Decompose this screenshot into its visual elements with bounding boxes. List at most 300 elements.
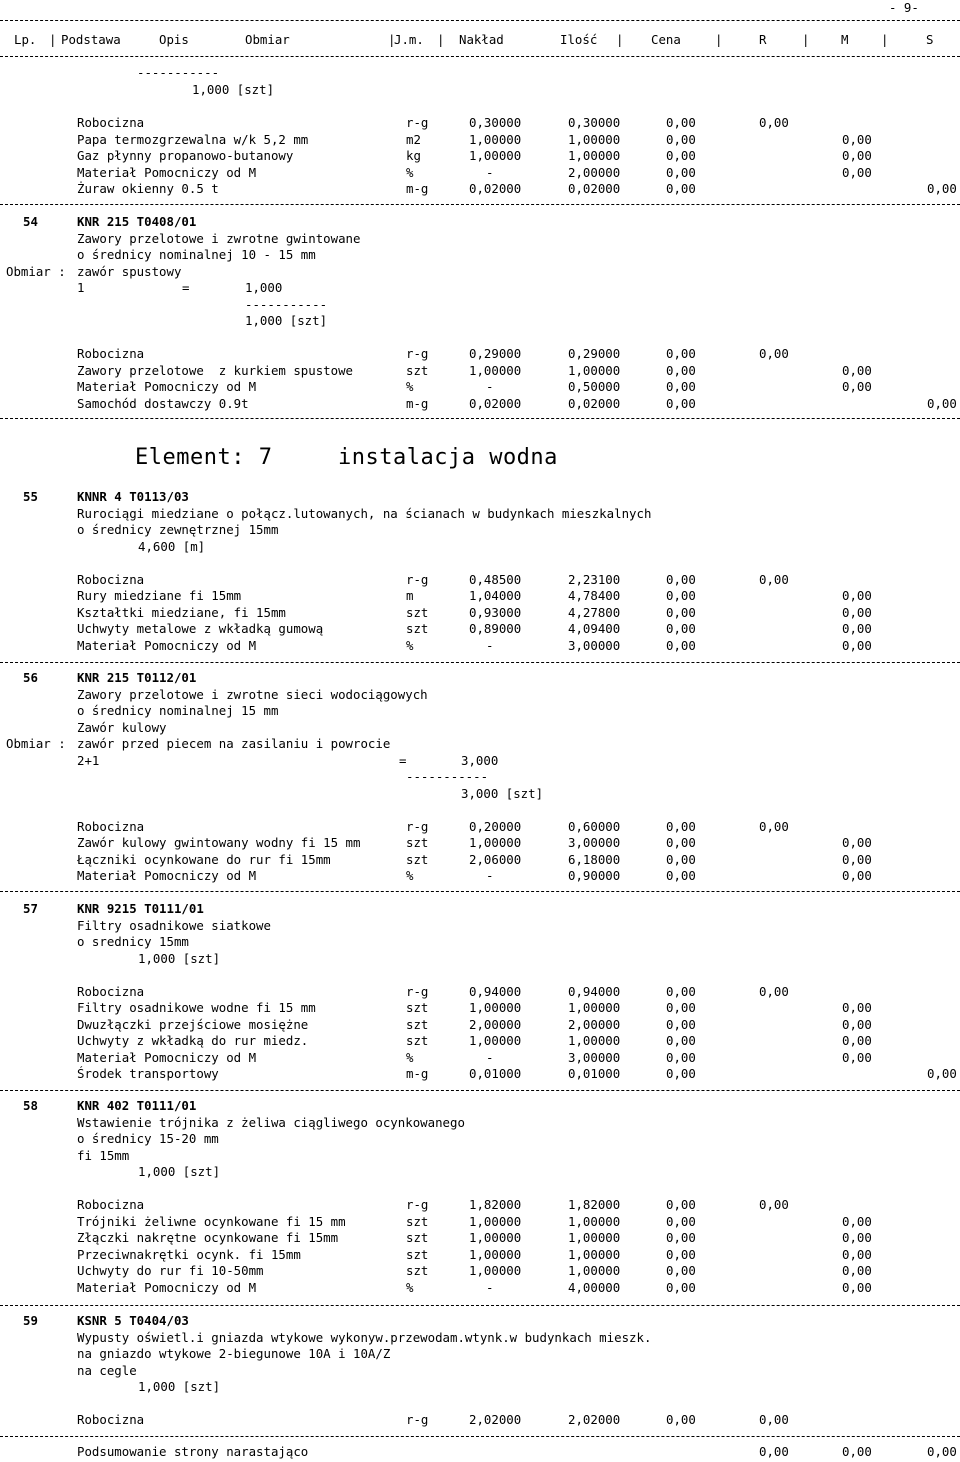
resource-unit: m-g	[406, 181, 429, 196]
resource-quantity: 2,00000	[568, 164, 621, 180]
resource-material-value: 0,00	[842, 604, 872, 620]
resource-name: Materiał Pomocniczy od M	[77, 1049, 257, 1065]
resource-material-value: 0,00	[842, 1033, 872, 1048]
position-description-line	[0, 720, 960, 736]
resource-unit: m	[406, 588, 414, 603]
resource-row	[0, 1033, 960, 1049]
resource-unit: r-g	[406, 346, 429, 361]
resource-unit: r-g	[406, 1412, 429, 1427]
position-description-line	[0, 1363, 960, 1379]
resource-name: Trójniki żeliwne ocynkowane fi 15 mm	[77, 1213, 346, 1229]
resource-name: Kształtki miedziane, fi 15mm	[77, 604, 286, 620]
quantity-sum: 1,000 [szt]	[138, 1379, 221, 1394]
resource-row	[0, 363, 960, 379]
resource-row	[0, 1280, 960, 1296]
position-description: Zawór kulowy	[77, 719, 167, 735]
resource-norm: 0,02000	[469, 395, 522, 411]
resource-unit: r-g	[406, 1197, 429, 1212]
resource-price: 0,00	[666, 395, 696, 411]
column-header	[0, 32, 960, 48]
resource-unit: %	[406, 379, 414, 394]
resource-price: 0,00	[666, 1000, 696, 1015]
resource-quantity: 0,94000	[568, 983, 621, 999]
resource-name: Robocizna	[77, 115, 145, 130]
resource-equipment-value: 0,00	[927, 1066, 957, 1081]
col-lp: Lp.	[14, 32, 37, 47]
position-header	[0, 670, 960, 686]
resource-norm: 1,00000	[469, 1263, 522, 1278]
resource-name: Łączniki ocynkowane do rur fi 15mm	[77, 851, 331, 867]
position-description: Wypusty oświetl.i gniazda wtykowe wykonyw.przewodam.wtynk.w budynkach mieszk.	[77, 1329, 652, 1345]
obmiar-calculation	[0, 753, 960, 769]
separator	[0, 418, 960, 419]
resource-unit: szt	[406, 621, 429, 636]
position-description: o średnicy nominalnej 10 - 15 mm	[77, 247, 316, 262]
resource-norm: 1,00000	[469, 1246, 522, 1262]
resource-unit: m-g	[406, 1066, 429, 1081]
separator	[0, 891, 960, 892]
quantity-sum-row	[0, 786, 960, 802]
col-jm: J.m.	[394, 32, 424, 47]
col-sep: |	[616, 32, 624, 47]
col-sep: |	[49, 32, 57, 47]
position-number: 58	[23, 1098, 38, 1113]
resource-row	[0, 165, 960, 181]
resource-unit: %	[406, 868, 414, 883]
position-description: o średnicy 15-20 mm	[77, 1131, 219, 1146]
position-number: 54	[23, 214, 38, 229]
resource-material-value: 0,00	[842, 131, 872, 147]
resource-row	[0, 852, 960, 868]
position-description: Zawory przelotowe i zwrotne sieci wodociągowych	[77, 686, 428, 702]
resource-price: 0,00	[666, 379, 696, 394]
position-description-line	[0, 703, 960, 719]
resource-quantity: 1,00000	[568, 1263, 621, 1278]
resource-material-value: 0,00	[842, 1049, 872, 1065]
resource-row	[0, 1066, 960, 1082]
resource-labour-value: 0,00	[759, 1412, 789, 1427]
resource-norm: 1,00000	[469, 131, 522, 147]
resource-material-value: 0,00	[842, 362, 872, 378]
resource-name: Robocizna	[77, 983, 145, 999]
resource-row	[0, 1000, 960, 1016]
resource-material-value: 0,00	[842, 851, 872, 867]
resource-norm: 2,00000	[469, 1016, 522, 1032]
col-s: S	[926, 32, 934, 47]
quantity-sum: 1,000 [szt]	[245, 313, 328, 328]
resource-norm: 2,06000	[469, 851, 522, 867]
sum-underline: -----------	[406, 769, 489, 784]
position-description-line	[0, 522, 960, 538]
resource-quantity: 1,82000	[568, 1197, 621, 1212]
calc-expression: 1	[77, 280, 85, 295]
resource-unit: %	[406, 637, 414, 653]
summary-r: 0,00	[759, 1444, 789, 1459]
top-sum-line-row	[0, 65, 960, 81]
resource-equipment-value: 0,00	[927, 395, 957, 411]
page-number-line	[0, 0, 960, 16]
resource-name: Gaz płynny propanowo-butanowy	[77, 148, 294, 163]
resource-quantity: 0,02000	[568, 181, 621, 196]
position-description: na cegle	[77, 1362, 137, 1378]
resource-quantity: 2,23100	[568, 571, 621, 587]
col-r: R	[759, 32, 767, 47]
resource-price: 0,00	[666, 346, 696, 361]
resource-norm: 1,00000	[469, 362, 522, 378]
resource-row	[0, 148, 960, 164]
resource-name: Dwuzłączki przejściowe mosiężne	[77, 1016, 309, 1032]
resource-material-value: 0,00	[842, 637, 872, 653]
page-summary	[0, 1444, 960, 1460]
resource-price: 0,00	[666, 835, 696, 850]
resource-price: 0,00	[666, 868, 696, 883]
resource-labour-value: 0,00	[759, 983, 789, 999]
position-description: Rurociągi miedziane o połącz.lutowanych, na ścianach w budynkach mieszkalnych	[77, 505, 652, 521]
position-description: Filtry osadnikowe siatkowe	[77, 917, 271, 933]
resource-norm: 0,89000	[469, 621, 522, 636]
resource-name: Złączki nakrętne ocynkowane fi 15mm	[77, 1230, 339, 1245]
resource-row	[0, 396, 960, 412]
col-opis: Opis	[159, 32, 189, 47]
resource-material-value: 0,00	[842, 1263, 872, 1278]
col-cena: Cena	[651, 32, 681, 47]
position-description-line	[0, 1148, 960, 1164]
resource-quantity: 0,90000	[568, 868, 621, 883]
resource-norm: -	[486, 868, 494, 883]
resource-norm: 0,02000	[469, 181, 522, 196]
resource-quantity: 4,27800	[568, 604, 621, 620]
resource-row	[0, 379, 960, 395]
resource-norm: 1,82000	[469, 1197, 522, 1212]
resource-row	[0, 868, 960, 884]
position-description: o srednicy 15mm	[77, 934, 189, 949]
col-podstawa: Podstawa	[61, 32, 121, 47]
position-number: 55	[23, 489, 38, 504]
position-description-line	[0, 1330, 960, 1346]
resource-norm: 1,00000	[469, 1230, 522, 1245]
resource-norm: 0,01000	[469, 1066, 522, 1081]
resource-name: Robocizna	[77, 1197, 145, 1212]
resource-row	[0, 819, 960, 835]
element-name: instalacja wodna	[338, 445, 558, 470]
resource-unit: szt	[406, 1246, 429, 1262]
resource-name: Uchwyty z wkładką do rur miedz.	[77, 1033, 309, 1048]
obmiar-text: zawór spustowy	[77, 263, 182, 279]
resource-unit: %	[406, 164, 414, 180]
resource-quantity: 2,02000	[568, 1412, 621, 1427]
resource-price: 0,00	[666, 621, 696, 636]
catalogue-code: KNR 9215 T0111/01	[77, 901, 204, 916]
resource-name: Rury miedziane fi 15mm	[77, 588, 242, 603]
resource-name: Robocizna	[77, 1412, 145, 1427]
resource-price: 0,00	[666, 818, 696, 834]
resource-material-value: 0,00	[842, 1230, 872, 1245]
position-header	[0, 489, 960, 505]
position-number: 57	[23, 901, 38, 916]
obmiar-label: Obmiar :	[6, 736, 66, 751]
resource-material-value: 0,00	[842, 1246, 872, 1262]
position-header	[0, 214, 960, 230]
position-description: Wstawienie trójnika z żeliwa ciągliwego ocynkowanego	[77, 1114, 465, 1130]
resource-name: Materiał Pomocniczy od M	[77, 1279, 257, 1295]
summary-m: 0,00	[842, 1444, 872, 1459]
resource-name: Zawór kulowy gwintowany wodny fi 15 mm	[77, 835, 361, 850]
top-sum-row	[0, 82, 960, 98]
sum-underline-row	[0, 297, 960, 313]
catalogue-code: KNR 215 T0112/01	[77, 670, 197, 685]
resource-material-value: 0,00	[842, 148, 872, 163]
resource-price: 0,00	[666, 1049, 696, 1065]
resource-material-value: 0,00	[842, 164, 872, 180]
resource-row	[0, 621, 960, 637]
catalogue-code: KNNR 4 T0113/03	[77, 489, 189, 504]
resource-row	[0, 835, 960, 851]
resource-labour-value: 0,00	[759, 346, 789, 361]
resource-norm: -	[486, 1049, 494, 1065]
resource-row	[0, 588, 960, 604]
resource-price: 0,00	[666, 1263, 696, 1278]
col-m: M	[841, 32, 849, 47]
resource-row	[0, 346, 960, 362]
resource-row	[0, 1197, 960, 1213]
resource-price: 0,00	[666, 571, 696, 587]
resource-row	[0, 1412, 960, 1428]
resource-price: 0,00	[666, 1412, 696, 1427]
col-naklad: Nakład	[459, 32, 504, 47]
resource-name: Materiał Pomocniczy od M	[77, 379, 257, 394]
resource-price: 0,00	[666, 148, 696, 163]
resource-norm: -	[486, 637, 494, 653]
resource-row	[0, 132, 960, 148]
resource-quantity: 0,02000	[568, 395, 621, 411]
resource-unit: m2	[406, 131, 421, 147]
quantity-sum-row	[0, 951, 960, 967]
resource-row	[0, 572, 960, 588]
resource-quantity: 4,78400	[568, 588, 621, 603]
position-description-line	[0, 247, 960, 263]
resource-name: Uchwyty metalowe z wkładką gumową	[77, 621, 324, 636]
resource-name: Materiał Pomocniczy od M	[77, 868, 257, 883]
resource-price: 0,00	[666, 1066, 696, 1081]
resource-quantity: 0,01000	[568, 1066, 621, 1081]
resource-name: Samochód dostawczy 0.9t	[77, 395, 249, 411]
resource-row	[0, 1230, 960, 1246]
resource-unit: r-g	[406, 115, 429, 130]
resource-unit: kg	[406, 148, 421, 163]
calc-equals: =	[399, 752, 407, 768]
resource-row	[0, 115, 960, 131]
position-description: fi 15mm	[77, 1147, 130, 1163]
resource-labour-value: 0,00	[759, 1197, 789, 1212]
catalogue-code: KSNR 5 T0404/03	[77, 1313, 189, 1328]
position-description: o średnicy zewnętrznej 15mm	[77, 522, 279, 537]
resource-price: 0,00	[666, 588, 696, 603]
position-description-line	[0, 918, 960, 934]
resource-norm: 0,93000	[469, 604, 522, 620]
resource-quantity: 0,60000	[568, 818, 621, 834]
sum-underline-row	[0, 769, 960, 785]
resource-price: 0,00	[666, 983, 696, 999]
resource-norm: 0,48500	[469, 571, 522, 587]
resource-quantity: 2,00000	[568, 1016, 621, 1032]
position-description: na gniazdo wtykowe 2-biegunowe 10A i 10A/Z	[77, 1346, 391, 1361]
resource-norm: 0,29000	[469, 346, 522, 361]
resource-unit: r-g	[406, 571, 429, 587]
resource-name: Robocizna	[77, 571, 145, 587]
resource-row	[0, 1263, 960, 1279]
resource-material-value: 0,00	[842, 1213, 872, 1229]
resource-material-value: 0,00	[842, 1000, 872, 1015]
resource-quantity: 1,00000	[568, 148, 621, 163]
resource-quantity: 1,00000	[568, 1213, 621, 1229]
resource-material-value: 0,00	[842, 1279, 872, 1295]
obmiar-label: Obmiar :	[6, 263, 66, 279]
resource-unit: szt	[406, 1263, 429, 1278]
summary-label: Podsumowanie strony narastająco	[77, 1444, 309, 1459]
resource-price: 0,00	[666, 851, 696, 867]
resource-material-value: 0,00	[842, 379, 872, 394]
resource-quantity: 3,00000	[568, 1049, 621, 1065]
resource-norm: 0,30000	[469, 115, 522, 130]
resource-norm: 1,00000	[469, 835, 522, 850]
position-description-line	[0, 1131, 960, 1147]
resource-quantity: 1,00000	[568, 1000, 621, 1015]
catalogue-code: KNR 402 T0111/01	[77, 1098, 197, 1113]
resource-price: 0,00	[666, 604, 696, 620]
resource-quantity: 0,29000	[568, 346, 621, 361]
resource-norm: 1,00000	[469, 1000, 522, 1015]
resource-unit: szt	[406, 1016, 429, 1032]
separator	[0, 1090, 960, 1091]
resource-unit: szt	[406, 1230, 429, 1245]
resource-quantity: 1,00000	[568, 131, 621, 147]
resource-unit: szt	[406, 835, 429, 850]
resource-name: Materiał Pomocniczy od M	[77, 637, 257, 653]
position-description-line	[0, 506, 960, 522]
col-sep: |	[715, 32, 723, 47]
obmiar-text: zawór przed piecem na zasilaniu i powrocie	[77, 736, 391, 751]
position-header	[0, 901, 960, 917]
quantity-sum-row	[0, 313, 960, 329]
obmiar-row	[0, 736, 960, 752]
resource-norm: 1,00000	[469, 1033, 522, 1048]
resource-row	[0, 1247, 960, 1263]
quantity-sum: 4,600 [m]	[138, 538, 206, 554]
position-number: 56	[23, 670, 38, 685]
quantity-sum: 1,000 [szt]	[138, 1164, 221, 1179]
sum-underline: -----------	[137, 65, 220, 80]
resource-norm: -	[486, 379, 494, 394]
resource-norm: 1,00000	[469, 148, 522, 163]
col-sep: |	[802, 32, 810, 47]
col-sep: |	[437, 32, 445, 47]
resource-name: Zawory przelotowe z kurkiem spustowe	[77, 362, 354, 378]
obmiar-row	[0, 264, 960, 280]
quantity-sum-row	[0, 1164, 960, 1180]
page-number: - 9-	[889, 0, 919, 15]
resource-material-value: 0,00	[842, 868, 872, 883]
col-ilosc: Ilość	[560, 32, 598, 47]
calc-value: 1,000	[245, 280, 283, 295]
resource-material-value: 0,00	[842, 621, 872, 636]
resource-norm: 0,20000	[469, 818, 522, 834]
resource-price: 0,00	[666, 1230, 696, 1245]
resource-name: Filtry osadnikowe wodne fi 15 mm	[77, 1000, 316, 1015]
element-label: Element: 7	[135, 445, 273, 470]
resource-unit: szt	[406, 1213, 429, 1229]
resource-row	[0, 984, 960, 1000]
resource-quantity: 0,30000	[568, 115, 621, 130]
position-description: Zawory przelotowe i zwrotne gwintowane	[77, 230, 361, 246]
resource-row	[0, 1050, 960, 1066]
resource-name: Robocizna	[77, 818, 145, 834]
resource-price: 0,00	[666, 115, 696, 130]
resource-norm: 1,00000	[469, 1213, 522, 1229]
resource-price: 0,00	[666, 1213, 696, 1229]
quantity-sum-row	[0, 539, 960, 555]
resource-unit: szt	[406, 362, 429, 378]
resource-unit: m-g	[406, 395, 429, 411]
resource-labour-value: 0,00	[759, 115, 789, 130]
resource-price: 0,00	[666, 1279, 696, 1295]
resource-row	[0, 638, 960, 654]
resource-quantity: 4,09400	[568, 621, 621, 636]
resource-price: 0,00	[666, 1197, 696, 1212]
resource-price: 0,00	[666, 1246, 696, 1262]
resource-row	[0, 181, 960, 197]
position-number: 59	[23, 1313, 38, 1328]
resource-price: 0,00	[666, 131, 696, 147]
calc-value: 3,000	[461, 752, 499, 768]
resource-material-value: 0,00	[842, 835, 872, 850]
resource-quantity: 1,00000	[568, 362, 621, 378]
col-sep: |	[881, 32, 889, 47]
quantity-sum: 3,000 [szt]	[461, 785, 544, 801]
position-description: o średnicy nominalnej 15 mm	[77, 703, 279, 718]
resource-row	[0, 1017, 960, 1033]
resource-quantity: 3,00000	[568, 835, 621, 850]
position-description-line	[0, 1115, 960, 1131]
catalogue-code: KNR 215 T0408/01	[77, 214, 197, 229]
resource-norm: -	[486, 1279, 494, 1295]
resource-equipment-value: 0,00	[927, 181, 957, 196]
resource-row	[0, 605, 960, 621]
resource-quantity: 1,00000	[568, 1230, 621, 1245]
separator	[0, 204, 960, 205]
resource-norm: 0,94000	[469, 983, 522, 999]
resource-quantity: 1,00000	[568, 1033, 621, 1048]
resource-norm: 1,04000	[469, 588, 522, 603]
resource-price: 0,00	[666, 1016, 696, 1032]
resource-unit: szt	[406, 1033, 429, 1048]
resource-unit: %	[406, 1279, 414, 1295]
resource-row	[0, 1214, 960, 1230]
resource-price: 0,00	[666, 1033, 696, 1048]
resource-quantity: 6,18000	[568, 851, 621, 867]
separator	[0, 1305, 960, 1306]
summary-s: 0,00	[927, 1444, 957, 1459]
quantity-sum: 1,000 [szt]	[138, 950, 221, 966]
resource-unit: szt	[406, 1000, 429, 1015]
resource-unit: %	[406, 1049, 414, 1065]
header-rule-top	[0, 20, 960, 21]
resource-price: 0,00	[666, 362, 696, 378]
quantity-sum: 1,000 [szt]	[192, 82, 275, 97]
resource-unit: r-g	[406, 983, 429, 999]
quantity-sum-row	[0, 1379, 960, 1395]
calc-expression: 2+1	[77, 752, 100, 768]
resource-material-value: 0,00	[842, 588, 872, 603]
